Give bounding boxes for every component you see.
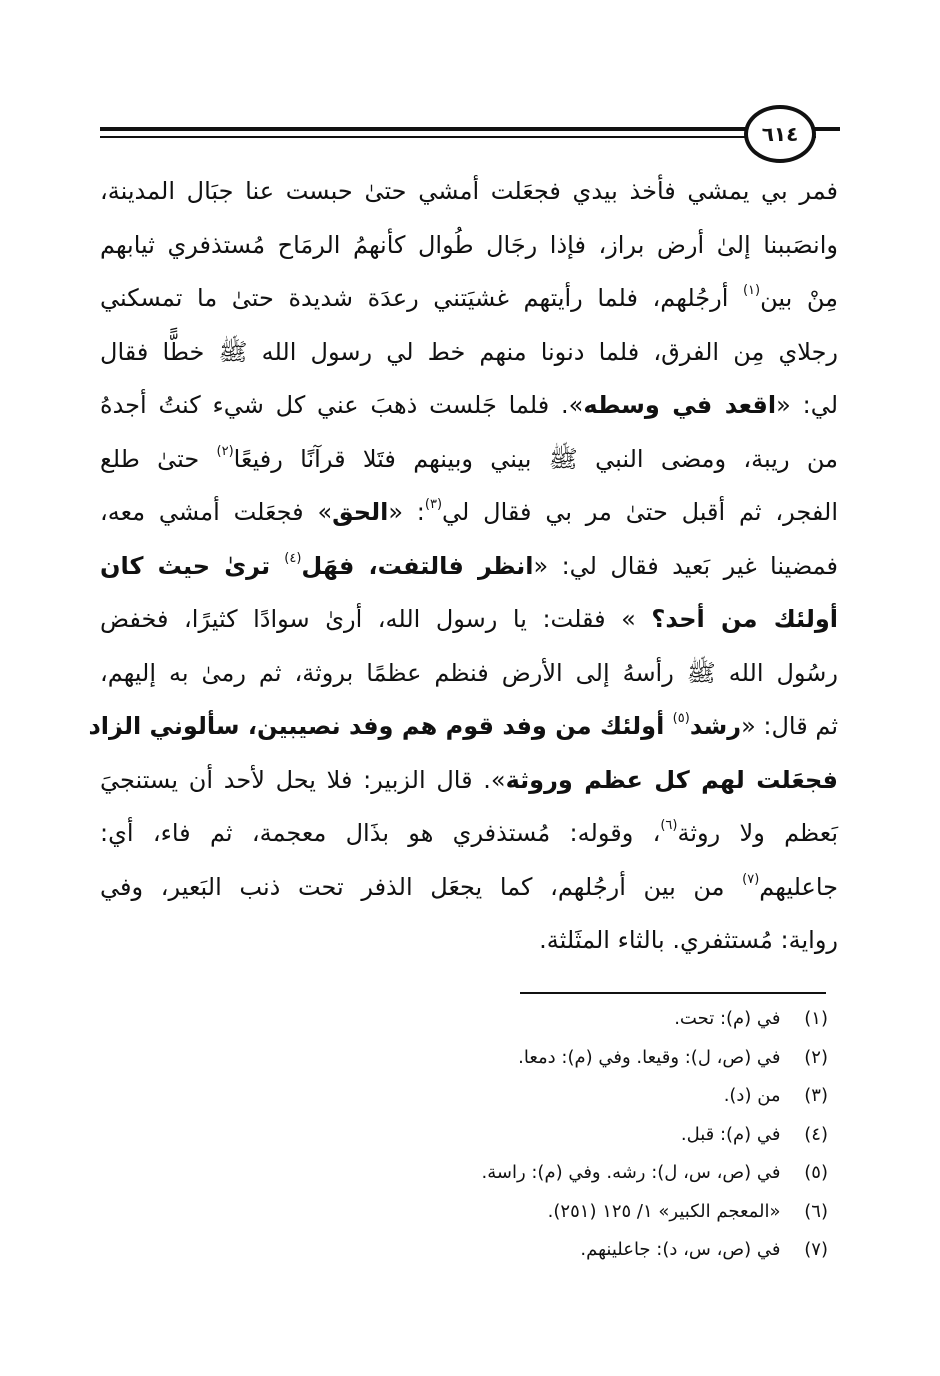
quoted-speech: ترىٰ حيث كان xyxy=(100,551,285,580)
footnote-ref: (٢) xyxy=(216,443,234,459)
footnote: (٦) «المعجم الكبير» ١/ ١٢٥ (٢٥١). xyxy=(547,1200,828,1222)
footnote-separator xyxy=(520,992,826,994)
text-line: فمضينا غير بَعيد فقال لي: «انظر فالتفت، فهَل$^{(٤)}$ ترىٰ حيث كان xyxy=(100,550,838,580)
page-header xyxy=(100,105,840,161)
footnote: (٥) في (ص، س، ل): رشه. وفي (م): راسة. xyxy=(481,1162,828,1183)
quoted-speech: رشد xyxy=(689,712,742,740)
text-line: من ريبة، ومضى النبي ﷺ بيني وبينهم فتَلا قرآنًا رفيعًا$^{(٢)}$ حتىٰ طلع xyxy=(100,443,838,473)
footnote-ref: (١) xyxy=(742,283,761,298)
text-line: وانصَببنا إلىٰ أرض براز، فإذا رجَال طُوال كأنهمُ الرمَاح مُستذفري ثيابهم xyxy=(100,230,838,259)
quoted-speech: اقعد في وسطه xyxy=(583,391,777,419)
footnotes xyxy=(380,1000,828,1270)
footnote: (٣) من (د). xyxy=(723,1085,828,1106)
text-line: لي: «اقعد في وسطه». فلما جَلست ذهبَ عني كل شيء كنتُ أجدهُ xyxy=(100,391,839,419)
body-text xyxy=(88,165,839,968)
header-rule-thick xyxy=(100,127,816,131)
quoted-speech: أولئك من وفد قوم هم وفد نصيبين، سألوني الزاد xyxy=(88,712,673,740)
text-line: مِنْ بين$^{(١)}$ أرجُلهم، فلما رأيتهم غشيَتني رعدَة شديدة حتىٰ ما تمسكني xyxy=(100,283,838,312)
footnote-ref: (٣) xyxy=(424,497,443,512)
text-line: الفجر، ثم أقبل حتىٰ مر بي فقال لي$^{(٣)}$: «الحق» فجعَلت أمشي معه، xyxy=(100,497,839,526)
footnote-ref: (٦) xyxy=(660,818,678,833)
header-rule-thin xyxy=(100,136,816,138)
header-rule-tail xyxy=(812,127,840,131)
footnote-ref: (٧) xyxy=(742,871,760,887)
footnote: (٧) في (ص، س، د): جاعلينهم. xyxy=(580,1239,828,1260)
text-line: جاعليهم$^{(٧)}$ من بين أرجُلهم، كما يجعَل الذفر تحت ذنب البَعير، وفي xyxy=(100,871,838,901)
text-line: رسُول الله ﷺ رأسهُ إلى الأرض فنظم عظمًا بروثة، ثم رمىٰ به إليهم، xyxy=(100,658,838,687)
text-line: أولئك من أحد؟ » فقلت: يا رسول الله، أرىٰ سوادًا كثيرًا، فخفض xyxy=(100,605,838,633)
footnote: (٤) في (م): قبل. xyxy=(680,1123,828,1145)
footnote-ref: (٥) xyxy=(672,711,690,726)
footnote: (٢) في (ص، ل): وقيعا. وفي (م): دمعا. xyxy=(518,1046,828,1068)
text-line: ثم قال: «رشد$^{(٥)}$ أولئك من وفد قوم هم وفد نصيبين، سألوني الزاد xyxy=(88,711,838,740)
footnote: (١) في (م): تحت. xyxy=(674,1008,828,1029)
footnote-ref: (٤) xyxy=(284,550,302,566)
text-line: فمر بي يمشي فأخذ بيدي فجعَلت أمشي حتىٰ حبست عنا جبَال المدينة، xyxy=(100,177,838,205)
quoted-speech: الحق xyxy=(332,498,389,526)
quoted-speech: انظر فالتفت، فهَل xyxy=(301,551,534,580)
text-line: فجعَلت لهم كل عظم وروثة». قال الزبير: فلا يحل لأحد أن يستنجيَ xyxy=(100,765,838,794)
text-line: رواية: مُستثفري. بالثاء المثَلثة. xyxy=(539,926,838,954)
quoted-speech: أولئك من أحد؟ xyxy=(651,605,838,633)
text-line: رجلاي مِن الفرق، فلما دنونا منهم خط لي رسول الله ﷺ خطًّا فقال xyxy=(100,337,838,366)
text-line: بَعظم ولا روثة$^{(٦)}$، وقوله: مُستذفري هو بذَال معجمة، ثم فاء، أي: xyxy=(100,818,839,847)
quoted-speech: فجعَلت لهم كل عظم وروثة xyxy=(505,765,838,794)
page-number: ٦١٤ xyxy=(744,105,816,163)
